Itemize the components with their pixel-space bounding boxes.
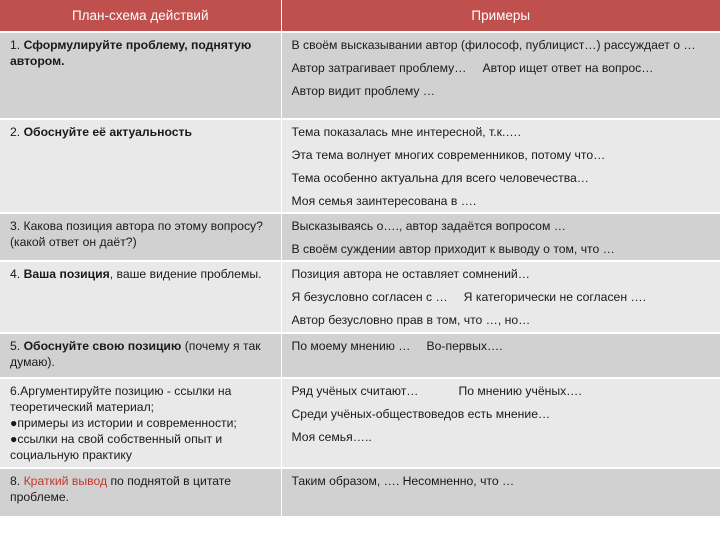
step-title: Сформулируйте проблему, поднятую автором. bbox=[10, 38, 252, 68]
example-line bbox=[292, 383, 715, 399]
table-row bbox=[0, 32, 720, 119]
example-text: Среди учёных-обществоведов есть мнение… bbox=[291, 407, 551, 421]
step-number: 8. bbox=[10, 474, 21, 488]
example-text: Я категорически не согласен …. bbox=[463, 290, 647, 304]
example-text: Тема показалась мне интересной, т.к.…. bbox=[291, 125, 521, 139]
table-header-row bbox=[0, 0, 720, 32]
step-cell bbox=[0, 32, 281, 119]
examples-cell bbox=[281, 378, 720, 468]
examples-cell bbox=[281, 119, 720, 213]
step-text: 6.Аргументируйте позицию - ссылки на теоретический материал; bbox=[10, 384, 232, 414]
table-row bbox=[0, 213, 720, 261]
examples-cell bbox=[281, 333, 720, 378]
step-rest: по поднятой в цитате проблеме. bbox=[10, 474, 232, 504]
step-cell bbox=[0, 333, 281, 378]
table-row bbox=[0, 333, 720, 378]
step-cell bbox=[0, 468, 281, 517]
step-number: 2. bbox=[10, 125, 21, 139]
example-text: Во-первых…. bbox=[426, 339, 503, 353]
step-number: 5. bbox=[10, 339, 21, 353]
example-text: В своём суждении автор приходит к выводу о том, что … bbox=[291, 242, 615, 256]
step-cell: 3. Какова позиция автора по этому вопросу? (какой ответ он даёт?) bbox=[0, 213, 281, 261]
example-text: Я безусловно согласен с … bbox=[291, 290, 448, 304]
example-text: Автор видит проблему … bbox=[291, 84, 436, 98]
table-row bbox=[0, 378, 720, 468]
example-text: Автор затрагивает проблему… bbox=[291, 61, 467, 75]
step-title: Обоснуйте её актуальность bbox=[23, 125, 193, 139]
example-text: Автор ищет ответ на вопрос… bbox=[482, 61, 654, 75]
header-actions: План-схема действий bbox=[0, 0, 281, 32]
table-row bbox=[0, 261, 720, 333]
bullet-item: ●примеры из истории и современности; bbox=[10, 416, 237, 430]
example-text: Эта тема волнует многих современников, потому что… bbox=[291, 148, 606, 162]
example-text: Высказываясь о…., автор задаётся вопросом … bbox=[291, 219, 566, 233]
step-rest: , ваше видение проблемы. bbox=[109, 267, 262, 281]
examples-cell bbox=[281, 261, 720, 333]
example-text: Ряд учёных считают… bbox=[291, 384, 419, 398]
example-line bbox=[292, 338, 715, 354]
step-cell bbox=[0, 261, 281, 333]
example-text: Моя семья заинтересована в …. bbox=[291, 194, 477, 208]
step-cell bbox=[0, 378, 281, 468]
examples-cell bbox=[281, 32, 720, 119]
examples-cell bbox=[281, 468, 720, 517]
step-number: 4. bbox=[10, 267, 21, 281]
example-text: Автор безусловно прав в том, что …, но… bbox=[291, 313, 531, 327]
example-line bbox=[292, 289, 715, 305]
step-title: Ваша позиция bbox=[23, 267, 110, 281]
table-row bbox=[0, 468, 720, 517]
step-title: Обоснуйте свою позицию bbox=[23, 339, 182, 353]
step-cell bbox=[0, 119, 281, 213]
step-rest: (почему я так думаю). bbox=[10, 339, 261, 369]
example-text: Позиция автора не оставляет сомнений… bbox=[291, 267, 530, 281]
step-number: 1. bbox=[10, 38, 21, 52]
table-row bbox=[0, 119, 720, 213]
example-text: По моему мнению … bbox=[291, 339, 411, 353]
examples-cell bbox=[281, 213, 720, 261]
example-text: Тема особенно актуальна для всего человечества… bbox=[291, 171, 589, 185]
example-line bbox=[292, 60, 715, 76]
example-text: По мнению учёных…. bbox=[458, 384, 582, 398]
header-examples: Примеры bbox=[281, 0, 720, 32]
step-highlight: Краткий вывод bbox=[23, 474, 108, 488]
example-text: Таким образом, …. Несомненно, что … bbox=[291, 474, 515, 488]
bullet-item: ●ссылки на свой собственный опыт и социальную практику bbox=[10, 432, 223, 462]
example-text: В своём высказывании автор (философ, публицист…) рассуждает о … bbox=[291, 38, 696, 52]
example-text: Моя семья….. bbox=[291, 430, 372, 444]
